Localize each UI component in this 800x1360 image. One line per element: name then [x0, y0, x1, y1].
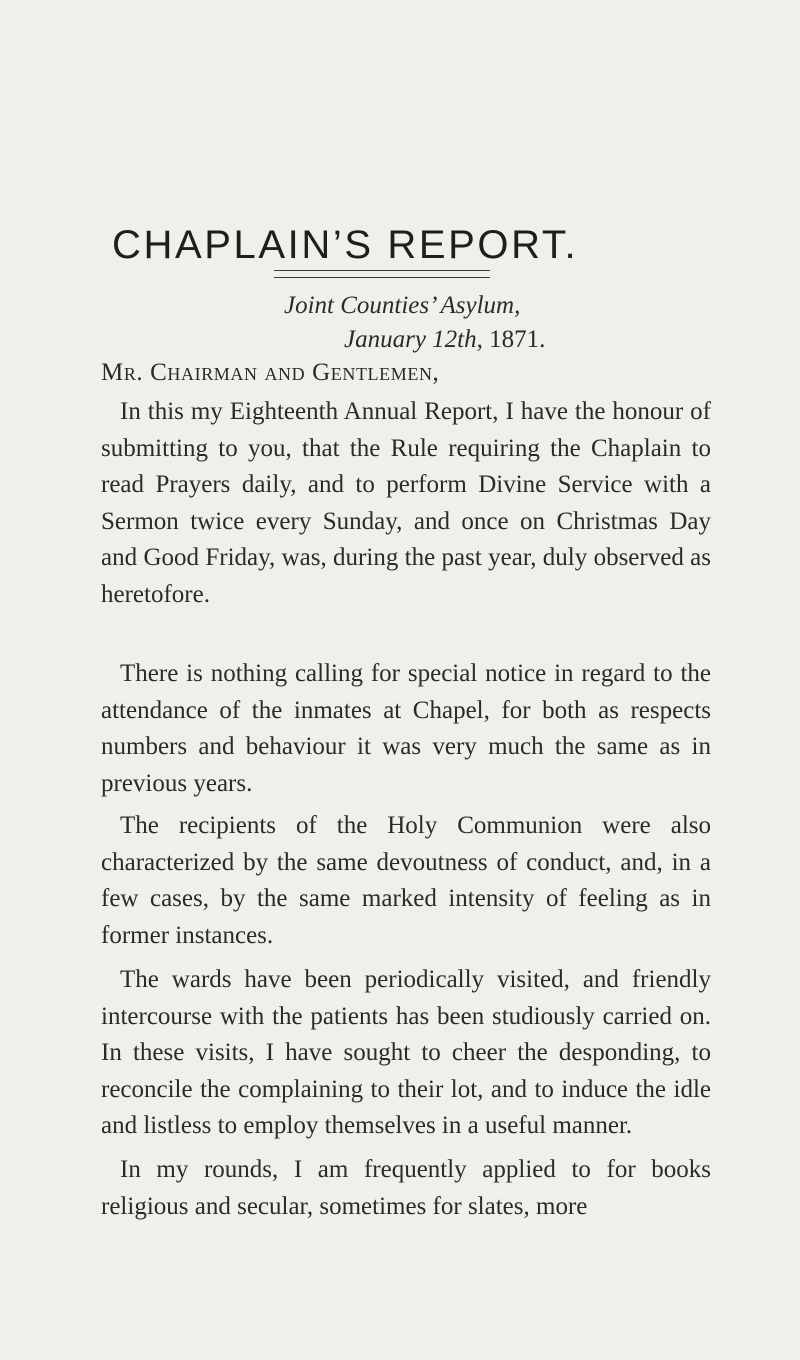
paragraph-5: [101, 1152, 711, 1225]
paragraph-4-text: The wards have been periodically visited, and friendly intercourse with the patients has been studiously carried on. In these visits, I have sought to cheer the desponding, to reconcile the complaining to their lot, and to induce the idle and listless to employ themselves in a useful manner.: [101, 966, 711, 1140]
dateline-day: January 12th,: [344, 326, 483, 353]
dateline-date: [344, 324, 545, 356]
paragraph-5-text: In my rounds, I am frequently applied to for books religious and secular, sometimes for slates, more: [101, 1156, 711, 1220]
paragraph-4: [101, 962, 711, 1145]
dateline-place: Joint Counties’ Asylum,: [284, 292, 521, 319]
title-rule-upper: [274, 270, 490, 271]
paragraph-3: [101, 808, 711, 954]
paragraph-2: [101, 656, 711, 802]
paragraph-1: [101, 394, 711, 614]
paragraph-2-text: There is nothing calling for special notice in regard to the attendance of the inmates at Chapel, for both as respects numbers and behaviour it was very much the same as in previous years.: [101, 660, 711, 797]
page-title: CHAPLAIN’S REPORT.: [112, 222, 579, 267]
paragraph-3-text: The recipients of the Holy Communion were also characterized by the same devoutness of conduct, and, in a few cases, by the same marked intensity of feeling as in former instances.: [101, 812, 711, 949]
paragraph-1-text: In this my Eighteenth Annual Report, I have the honour of submitting to you, that the Rule requiring the Chaplain to read Prayers daily, and to perform Divine Service with a Sermon twice every Sunday, and once on Christmas Day and Good Friday, was, during the past year, duly observed as heretofore.: [101, 398, 711, 608]
title-rule-lower: [274, 277, 490, 278]
dateline-year: 1871.: [489, 326, 546, 353]
salutation: Mr. Chairman and Gentlemen,: [101, 359, 440, 386]
